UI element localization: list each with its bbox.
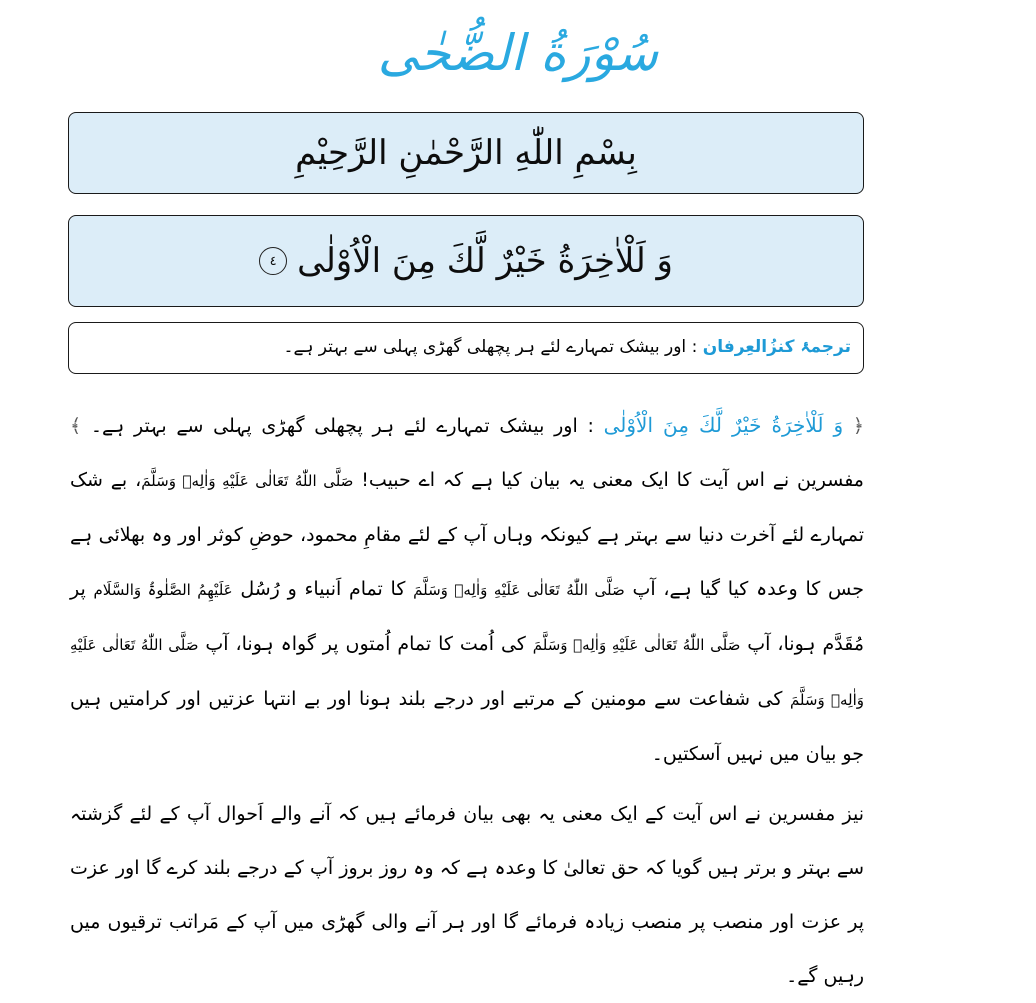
translation-label: ترجمۂ کنزُالعِرفان: [702, 337, 851, 357]
commentary-text: پر مُقَدَّم ہونا، آپ: [70, 578, 864, 655]
translation-separator: :: [691, 337, 698, 357]
honorific: صَلَّی اللّٰهُ تَعَالٰی عَلَیْهِ وَاٰلِهٖ وَسَلَّمَ: [532, 636, 741, 654]
inline-ayah-colon: :: [587, 415, 594, 437]
commentary-text: مفسرین نے اس آیت کا ایک معنی یہ بیان کیا ہے کہ اے حبیب!: [361, 469, 864, 491]
honorific: صَلَّی اللّٰهُ تَعَالٰی عَلَیْهِ وَاٰلِهٖ وَسَلَّمَ: [70, 636, 864, 709]
honorific: عَلَیْهِمُ الصَّلٰوۃُ وَالسَّلَام: [93, 581, 233, 599]
ornament-open: ﴿: [852, 415, 864, 437]
commentary-text: ، بے شک تمہارے لئے آخرت دنیا سے بہتر ہے کیونکہ وہاں آپ کے لئے مقامِ محمود، حوضِ کوثر اور وہ بھلائی ہے جس کا وعدہ کیا گیا ہے، آپ: [70, 469, 864, 600]
commentary-text: کی اُمت کا تمام اُمتوں پر گواہ ہونا، آپ: [205, 633, 526, 655]
ornament-close: ﴾: [70, 415, 82, 437]
translation-box: [68, 322, 864, 374]
honorific: صَلَّی اللّٰهُ تَعَالٰی عَلَیْهِ وَاٰلِهٖ وَسَلَّمَ: [141, 472, 354, 490]
ayah-number-marker: ٤: [259, 247, 287, 275]
commentary-text: کی شفاعت سے مومنین کے مرتبے اور درجے بلند ہونا اور بے انتہا عزتیں اور کرامتیں ہیں جو بیان میں نہیں آسکتیں۔: [70, 688, 864, 765]
honorific: صَلَّی اللّٰهُ تَعَالٰی عَلَیْهِ وَاٰلِهٖ وَسَلَّمَ: [413, 581, 625, 599]
inline-ayah-quote: وَ لَلْاٰخِرَةُ خَیْرٌ لَّكَ مِنَ الْاُوْلٰى: [603, 413, 844, 437]
commentary-paragraph-2: نیز مفسرین نے اس آیت کے ایک معنی یہ بھی بیان فرمائے ہیں کہ آنے والے اَحوال آپ کے لئے گزشتہ سے بہتر و برتر ہیں گویا کہ حق تعالیٰ کا وعدہ ہے کہ وہ روز بروز آپ کے درجے بلند کرے گا اور عزت پر عزت اور منصب پر منصب زیادہ فرمائے گا اور ہر آنے والی گھڑی میں آپ کے مَراتب ترقیوں میں رہیں گے۔: [70, 803, 864, 987]
translation-text: اور بیشک تمہارے لئے ہر پچھلی گھڑی پہلی سے بہتر ہے۔: [283, 337, 687, 357]
commentary-paragraph-1: [70, 398, 864, 781]
bismillah-box: [68, 112, 864, 194]
bismillah-text: بِسْمِ اللّٰهِ الرَّحْمٰنِ الرَّحِیْمِ: [295, 133, 637, 173]
inline-ayah-translation: اور بیشک تمہارے لئے ہر پچھلی گھڑی پہلی سے بہتر ہے۔: [90, 415, 578, 437]
ayah-text: وَ لَلْاٰخِرَةُ خَیْرٌ لَّكَ مِنَ الْاُوْلٰى: [297, 241, 673, 281]
ayah-box: [68, 215, 864, 307]
surah-title: سُوْرَةُ الضُّحٰی: [377, 24, 659, 82]
commentary-text: کا تمام اَنبیاء و رُسُل: [240, 578, 406, 600]
commentary: [70, 398, 864, 1003]
